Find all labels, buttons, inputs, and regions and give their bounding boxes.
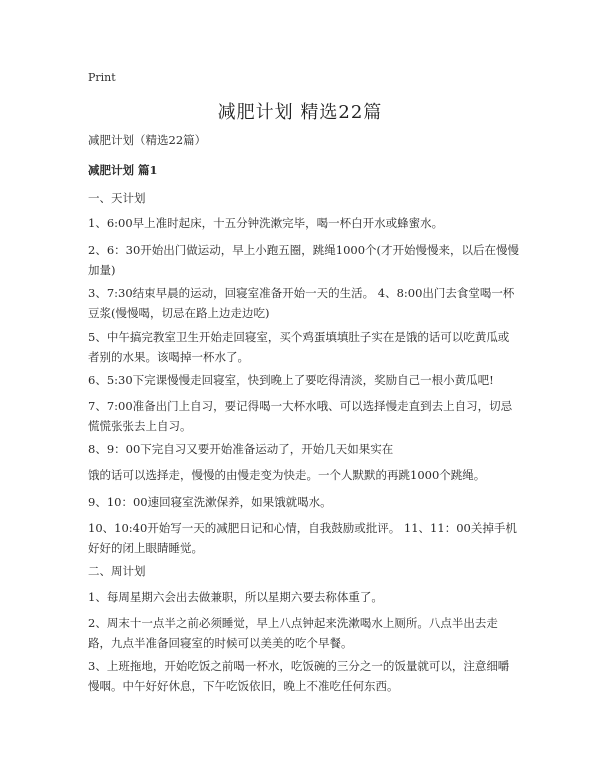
list-item: 饿的话可以选择走，慢慢的由慢走变为快走。一个人默默的再跳1000个跳绳。 (88, 468, 486, 482)
print-link[interactable]: Print (88, 71, 116, 84)
list-item: 10、10:40开始写一天的减肥日记和心情，自我鼓励或批评。 11、11：00关掉手机好好的闭上眼睛睡觉。 (88, 521, 517, 555)
list-item: 6、5:30下完课慢慢走回寝室，快到晚上了要吃得清淡，奖励自己一根小黄瓜吧! (88, 373, 494, 387)
list-item: 5、中午搞完教室卫生开始走回寝室，买个鸡蛋填填肚子实在是饿的话可以吃黄瓜或者别的水果。该喝掉一杯水了。 (88, 330, 510, 364)
document-subtitle: 减肥计划（精选22篇） (88, 133, 207, 147)
list-item: 1、每周星期六会出去做兼职，所以星期六要去称体重了。 (88, 590, 383, 604)
list-item: 2、周末十一点半之前必须睡觉，早上八点钟起来洗漱喝水上厕所。八点半出去走路，九点半准备回寝室的时候可以美美的吃个早餐。 (88, 616, 498, 650)
list-item: 1、6:00早上准时起床，十五分钟洗漱完毕，喝一杯白开水或蜂蜜水。 (88, 216, 444, 230)
part-heading-weekly: 二、周计划 (88, 564, 146, 578)
list-item: 3、7:30结束早晨的运动，回寝室准备开始一天的生活。 4、8:00出门去食堂喝一杯豆浆(慢慢喝，切忌在路上边走边吃) (88, 286, 515, 320)
section-heading: 减肥计划 篇1 (88, 163, 158, 177)
list-item: 3、上班拖地，开始吃饭之前喝一杯水，吃饭碗的三分之一的饭量就可以，注意细嚼慢咽。中午好好休息，下午吃饭依旧，晚上不准吃任何东西。 (88, 659, 510, 693)
list-item: 7、7:00准备出门上自习，要记得喝一大杯水哦、可以选择慢走直到去上自习，切忌慌慌张张去上自习。 (88, 399, 513, 433)
list-item: 8、9：00下完自习又要开始准备运动了，开始几天如果实在 (88, 442, 394, 456)
page-title: 减肥计划 精选22篇 (217, 102, 383, 123)
list-item: 9、10：00速回寝室洗漱保养，如果饿就喝水。 (88, 495, 332, 509)
part-heading-daily: 一、天计划 (88, 191, 146, 205)
list-item: 2、6：30开始出门做运动，早上小跑五圈，跳绳1000个(才开始慢慢来，以后在慢慢加量) (88, 243, 520, 277)
